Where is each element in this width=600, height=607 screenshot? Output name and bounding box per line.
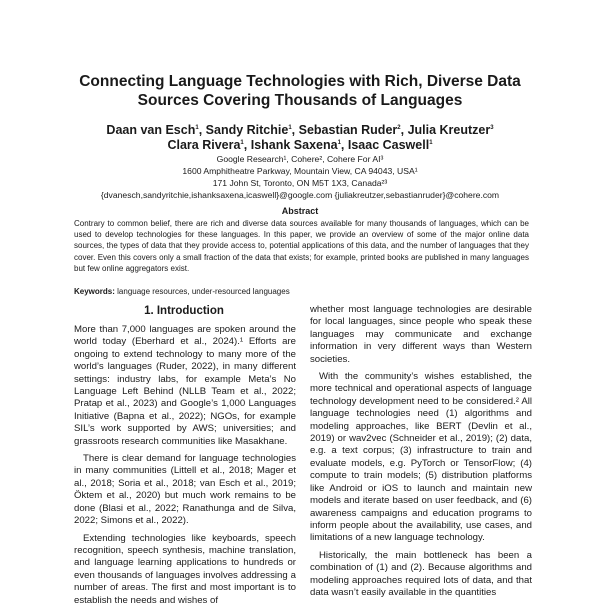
author-list — [60, 123, 540, 153]
section-heading: 1. Introduction — [144, 305, 224, 317]
paragraph: Historically, the main bottleneck has been a combination of (1) and (2). Because algorithms and modeling approaches required lots of data, and that data wasn’t easily available in the quantities — [310, 549, 532, 598]
paper-title: Connecting Language Technologies with Rich, Diverse Data Sources Covering Thousands of Languages — [79, 73, 521, 109]
author-affiliation-mark: 1 — [240, 139, 244, 146]
keywords-text: language resources, under-resourced languages — [117, 287, 290, 296]
author-name: Sebastian Ruder — [298, 123, 398, 137]
abstract-heading: Abstract — [281, 206, 319, 216]
affiliation-address-1: 1600 Amphitheatre Parkway, Mountain View, CA 94043, USA¹ — [182, 166, 418, 176]
right-column — [310, 304, 532, 600]
author-name: Julia Kreutzer — [407, 123, 491, 137]
author-name: Clara Rivera — [167, 138, 241, 152]
author-affiliation-mark: 1 — [429, 139, 433, 146]
paragraph: With the community’s wishes established, the more technical and operational aspects of language technology development need to be considered.² All language technologies need (1) algorithms and modeling approaches, like BERT (Devlin et al., 2019) or wav2vec (Schneider et al., 2019); (2) data, e.g. a text corpus; (3) infrastructure to train and evaluate models, e.g. PyTorch or TensorFlow; (4) compute to train models; (5) distribution platforms like Android or iOS to launch and maintain new models and iterate based on user feedback, and (6) awareness campaigns and education programs to inform people about the availability, use cases, and limitations of a new language technology. — [310, 371, 532, 544]
paragraph: whether most language technologies are desirable for local languages, since people who speak these languages may communicate and exchange information in very different ways than Western societies. — [310, 304, 532, 365]
affiliations — [60, 153, 540, 201]
author-affiliation-mark: 3 — [490, 124, 494, 131]
author-line-2: Clara Rivera$^1$, Ishank Saxena$^1$, Isaac Caswell$^1$ — [167, 138, 433, 152]
paragraph: There is clear demand for language technologies in many communities (Littell et al., 2018; Mager et al., 2018; Soria et al., 2018; van Esch et al., 2019; Öktem et al., 2020) but much work remains to be done (Blasi et al., 2022; Ranathunga and de Silva, 2022; Simons et al., 2022). — [74, 453, 296, 527]
paragraph: Extending technologies like keyboards, speech recognition, speech synthesis, machine translation, and language learning applications to hundreds or even thousands of languages involves addressing a number of areas. The first and most important is to establish the needs and wishes of — [74, 532, 296, 606]
author-emails: {dvanesch,sandyritchie,ishanksaxena,icaswell}@google.com {juliakreutzer,sebastianruder}@cohere.com — [100, 190, 500, 200]
paragraph: More than 7,000 languages are spoken around the world today (Eberhard et al., 2024).¹ Efforts are ongoing to extend technology to many more of the world’s languages (Ruder, 2022), in many different settings: industry labs, for example Meta’s No Language Left Behind (NLLB Team et al., 2022; Pratap et al., 2023) and Google’s 1,000 Languages Initiative (Bapna et al., 2022); NGOs, for example SIL’s work supported by AWS; universities; and grassroots research communities like Masakhane. — [74, 324, 296, 447]
author-name: Sandy Ritchie — [205, 123, 289, 137]
abstract-text: Contrary to common belief, there are rich and diverse data sources available for many thousands of languages, which can be used to develop technologies for these languages. In this paper, we provide an overview of some of the major online data sources, the types of data that they provide access to, potential applications of this data, and the number of languages that they cover. Even this covers only a small fraction of the data that exists; for example, printed books are published in many languages but few online aggregators exist. — [74, 219, 529, 273]
affiliation-orgs: Google Research¹, Cohere², Cohere For AI³ — [216, 154, 384, 164]
author-affiliation-mark: 2 — [397, 124, 401, 131]
author-line-1: Daan van Esch$^1$, Sandy Ritchie$^1$, Sebastian Ruder$^2$, Julia Kreutzer$^3$ — [106, 123, 494, 137]
author-affiliation-mark: 1 — [288, 124, 292, 131]
author-name: Ishank Saxena — [250, 138, 338, 152]
affiliation-address-2: 171 John St, Toronto, ON M5T 1X3, Canada²³ — [212, 178, 388, 188]
author-name: Isaac Caswell — [347, 138, 430, 152]
keywords — [74, 286, 529, 297]
author-name: Daan van Esch — [106, 123, 196, 137]
author-affiliation-mark: 1 — [195, 124, 199, 131]
author-affiliation-mark: 1 — [337, 139, 341, 146]
left-column — [74, 324, 296, 606]
keywords-label: Keywords: — [74, 287, 115, 296]
